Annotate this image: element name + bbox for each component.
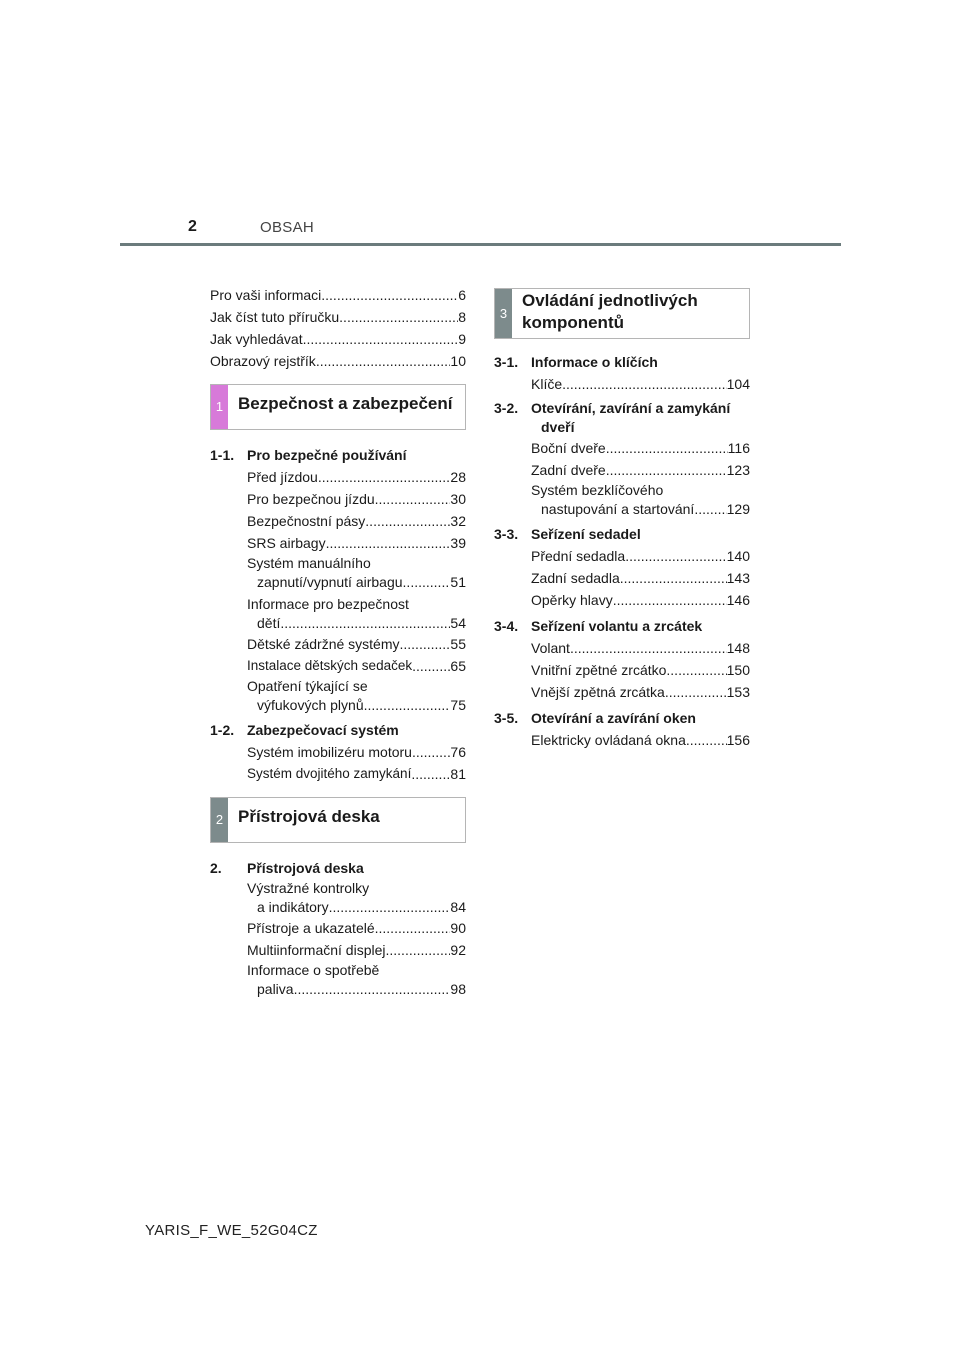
section-heading[interactable]: 2. Přístrojová deska bbox=[210, 860, 364, 876]
footer-document-code: YARIS_F_WE_52G04CZ bbox=[145, 1222, 318, 1239]
toc-entry[interactable]: Přední sedadla ..... 140 bbox=[494, 545, 750, 567]
toc-entry[interactable]: Systém imobilizéru motoru ..... 76 bbox=[210, 741, 466, 763]
toc-entry[interactable]: Zadní dveře ..... 123 bbox=[494, 459, 750, 481]
toc-entry[interactable]: Výstražné kontrolky a indikátory ..... 84 bbox=[210, 879, 466, 917]
toc-entry[interactable]: Multiinformační displej ..... 92 bbox=[210, 939, 466, 961]
toc-entry[interactable]: Obrazový rejstřík ..... 10 bbox=[210, 350, 466, 372]
toc-entry[interactable]: Elektricky ovládaná okna ..... 156 bbox=[494, 729, 750, 751]
toc-entry[interactable]: Zadní sedadla ..... 143 bbox=[494, 567, 750, 589]
header-title: OBSAH bbox=[260, 219, 315, 236]
chapter-1-tab: 1 bbox=[211, 385, 228, 429]
toc-entry[interactable]: Jak číst tuto příručku ..... 8 bbox=[210, 306, 466, 328]
toc-entry[interactable]: Systém bezklíčového nastupování a startování ..... 129 bbox=[494, 481, 750, 519]
toc-entry[interactable]: Pro bezpečnou jízdu ..... 30 bbox=[210, 488, 466, 510]
chapter-2-tab: 2 bbox=[211, 798, 228, 842]
chapter-2-title: Přístrojová deska bbox=[238, 807, 380, 826]
toc-entry[interactable]: Instalace dětských sedaček ..... 65 bbox=[210, 655, 466, 677]
section-heading[interactable]: 3-5. Otevírání a zavírání oken bbox=[494, 710, 696, 726]
toc-entry[interactable]: SRS airbagy ..... 39 bbox=[210, 532, 466, 554]
toc-left-column bbox=[210, 284, 466, 999]
toc-entry[interactable]: Vnitřní zpětné zrcátko ..... 150 bbox=[494, 659, 750, 681]
header-divider bbox=[120, 243, 841, 246]
toc-entry[interactable]: Přístroje a ukazatelé ..... 90 bbox=[210, 917, 466, 939]
section-heading[interactable]: 3-3. Seřízení sedadel bbox=[494, 526, 641, 542]
toc-entry[interactable]: Opěrky hlavy ..... 146 bbox=[494, 589, 750, 611]
toc-entry[interactable]: Systém dvojitého zamykání ..... 81 bbox=[210, 763, 466, 785]
toc-entry[interactable]: Informace pro bezpečnost dětí ..... 54 bbox=[210, 595, 466, 633]
toc-entry[interactable]: Pro vaši informaci ..... 6 bbox=[210, 284, 466, 306]
toc-entry[interactable]: Vnější zpětná zrcátka ..... 153 bbox=[494, 681, 750, 703]
section-heading[interactable]: 3-2. Otevírání, zavírání a zamykání dveří bbox=[494, 400, 731, 435]
toc-entry[interactable]: Volant ..... 148 bbox=[494, 637, 750, 659]
toc-entry[interactable]: Bezpečnostní pásy ..... 32 bbox=[210, 510, 466, 532]
toc-entry[interactable]: Informace o spotřebě paliva ..... 98 bbox=[210, 961, 466, 999]
toc-entry[interactable]: Před jízdou ..... 28 bbox=[210, 466, 466, 488]
chapter-3-tab: 3 bbox=[495, 289, 512, 338]
chapter-3-title: Ovládání jednotlivých komponentů bbox=[522, 291, 698, 332]
page-number: 2 bbox=[188, 218, 197, 235]
chapter-1-header[interactable] bbox=[210, 384, 466, 430]
toc-right-column bbox=[494, 288, 750, 751]
section-heading[interactable]: 3-1. Informace o klíčích bbox=[494, 354, 658, 370]
chapter-3-header[interactable] bbox=[494, 288, 750, 339]
section-heading[interactable]: 3-4. Seřízení volantu a zrcátek bbox=[494, 618, 703, 634]
toc-entry[interactable]: Opatření týkající se výfukových plynů ..... 75 bbox=[210, 677, 466, 715]
toc-entry[interactable]: Jak vyhledávat ..... 9 bbox=[210, 328, 466, 350]
toc-entry[interactable]: Systém manuálního zapnutí/vypnutí airbagu ..... 51 bbox=[210, 554, 466, 592]
section-heading[interactable]: 1-2. Zabezpečovací systém bbox=[210, 722, 399, 738]
toc-entry[interactable]: Dětské zádržné systémy ..... 55 bbox=[210, 633, 466, 655]
chapter-1-title: Bezpečnost a zabezpečení bbox=[238, 394, 453, 413]
toc-entry[interactable]: Klíče ..... 104 bbox=[494, 373, 750, 395]
chapter-2-header[interactable] bbox=[210, 797, 466, 843]
toc-entry[interactable]: Boční dveře ..... 116 bbox=[494, 437, 750, 459]
section-heading[interactable]: 1-1. Pro bezpečné používání bbox=[210, 447, 407, 463]
